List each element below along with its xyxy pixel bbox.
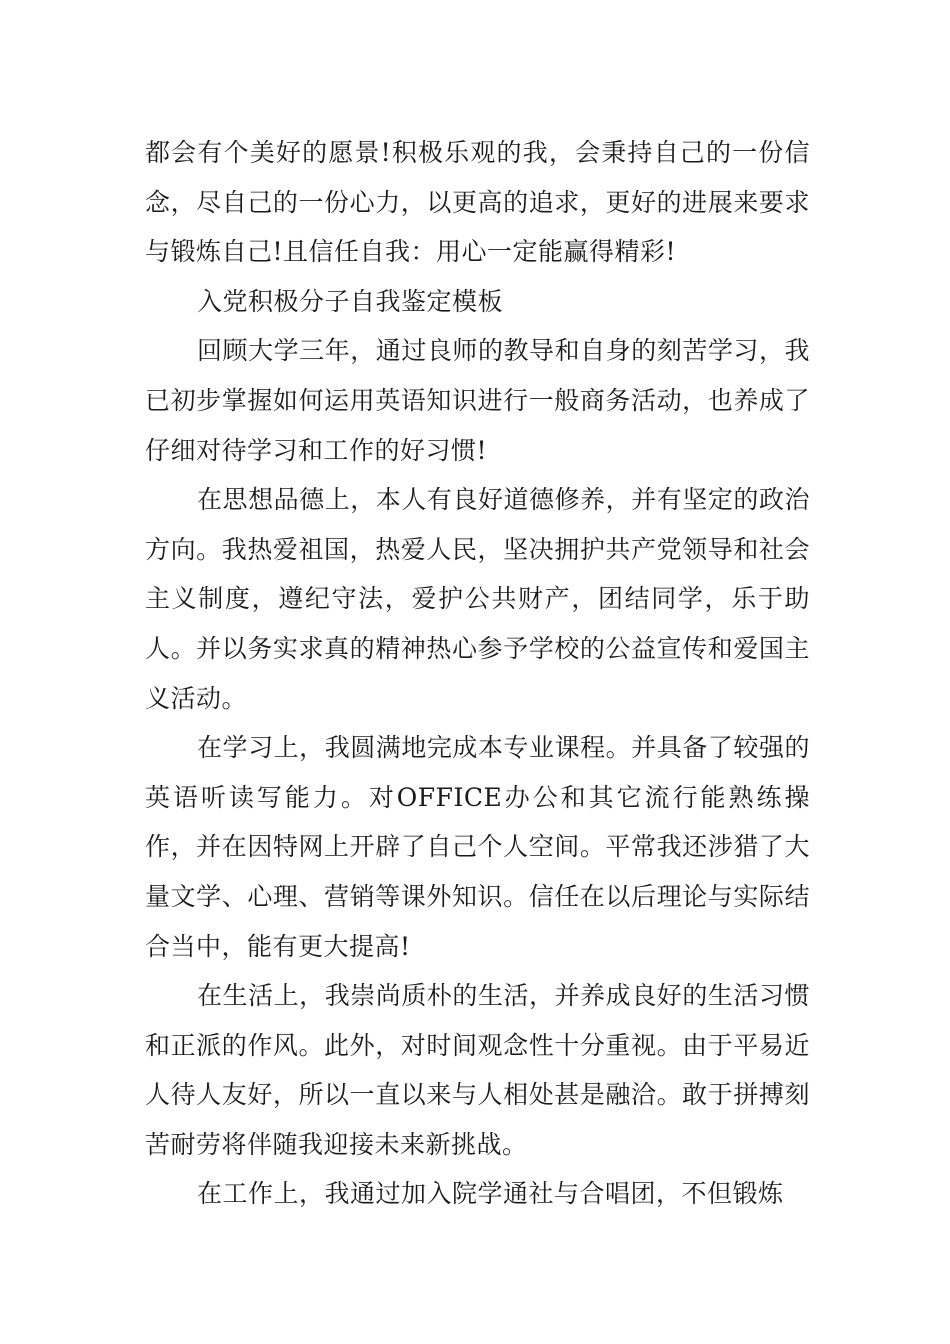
paragraph-life: 在生活上，我崇尚质朴的生活，并养成良好的生活习惯和正派的作风。此外，对时间观念性十分重视。由于平易近人待人友好，所以一直以来与人相处甚是融洽。敢于拼搏刻苦耐劳将伴随我迎接未来新挑战。	[145, 981, 810, 1159]
paragraph-review: 回顾大学三年，通过良师的教导和自身的刻苦学习，我已初步掌握如何运用英语知识进行一般商务活动，也养成了仔细对待学习和工作的好习惯!	[145, 336, 810, 465]
document-body	[145, 128, 810, 1219]
paragraph-work: 在工作上，我通过加入院学通社与合唱团，不但锻炼	[197, 1179, 784, 1209]
paragraph-study: 在学习上，我圆满地完成本专业课程。并具备了较强的英语听读写能力。对OFFICE办公和其它流行能熟练操作，并在因特网上开辟了自己个人空间。平常我还涉猎了大量文学、心理、营销等课外知识。信任在以后理论与实际结合当中，能有更大提高!	[145, 733, 810, 961]
paragraph-continuation: 都会有个美好的愿景!积极乐观的我，会秉持自己的一份信念，尽自己的一份心力，以更高的追求，更好的进展来要求与锻炼自己!且信任自我：用心一定能赢得精彩!	[145, 138, 810, 267]
paragraph-ideology: 在思想品德上，本人有良好道德修养，并有坚定的政治方向。我热爱祖国，热爱人民，坚决拥护共产党领导和社会主义制度，遵纪守法，爱护公共财产，团结同学，乐于助人。并以务实求真的精神热心参予学校的公益宣传和爱国主义活动。	[145, 485, 810, 713]
section-heading: 入党积极分子自我鉴定模板	[197, 286, 504, 316]
